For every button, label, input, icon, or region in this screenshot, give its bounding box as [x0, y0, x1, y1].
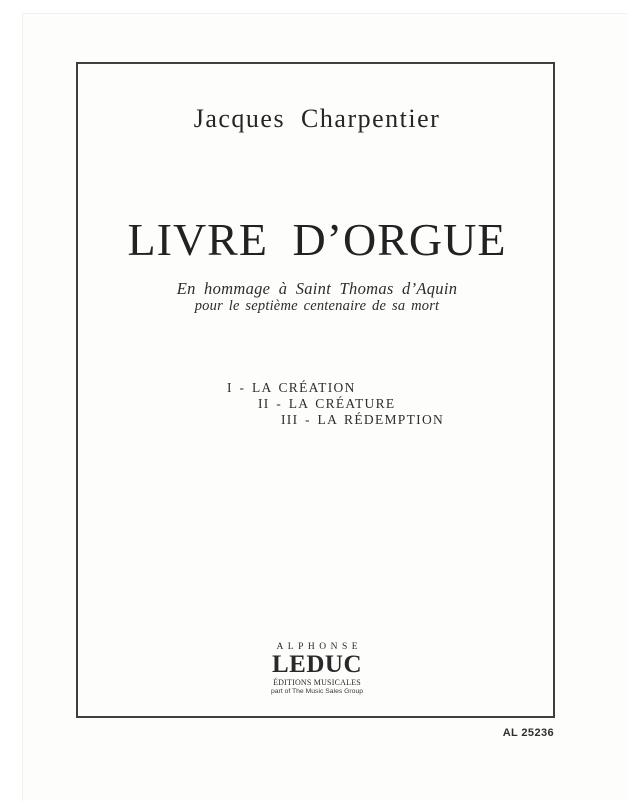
- dedication-line-1: En hommage à Saint Thomas d’Aquin: [176, 279, 458, 298]
- movement-item-1: I - LA CRÉATION: [227, 380, 356, 395]
- publisher-group-line: part of The Music Sales Group: [270, 688, 364, 695]
- movement-list: [227, 380, 444, 427]
- publisher-name-top: ALPHONSE: [276, 642, 363, 652]
- movement-item-3: III - LA RÉDEMPTION: [281, 411, 445, 427]
- publisher-logo: [0, 642, 634, 696]
- plate-number: AL 25236: [502, 727, 554, 739]
- publisher-name-main: LEDUC: [271, 651, 362, 678]
- movement-item-2: II - LA CRÉATURE: [258, 395, 396, 411]
- dedication-line-2: pour le septième centenaire de sa mort: [194, 298, 440, 314]
- work-title: LIVRE D’ORGUE: [127, 214, 507, 265]
- composer-name: Jacques Charpentier: [193, 104, 441, 133]
- publisher-subtitle: ÉDITIONS MUSICALES: [273, 678, 361, 687]
